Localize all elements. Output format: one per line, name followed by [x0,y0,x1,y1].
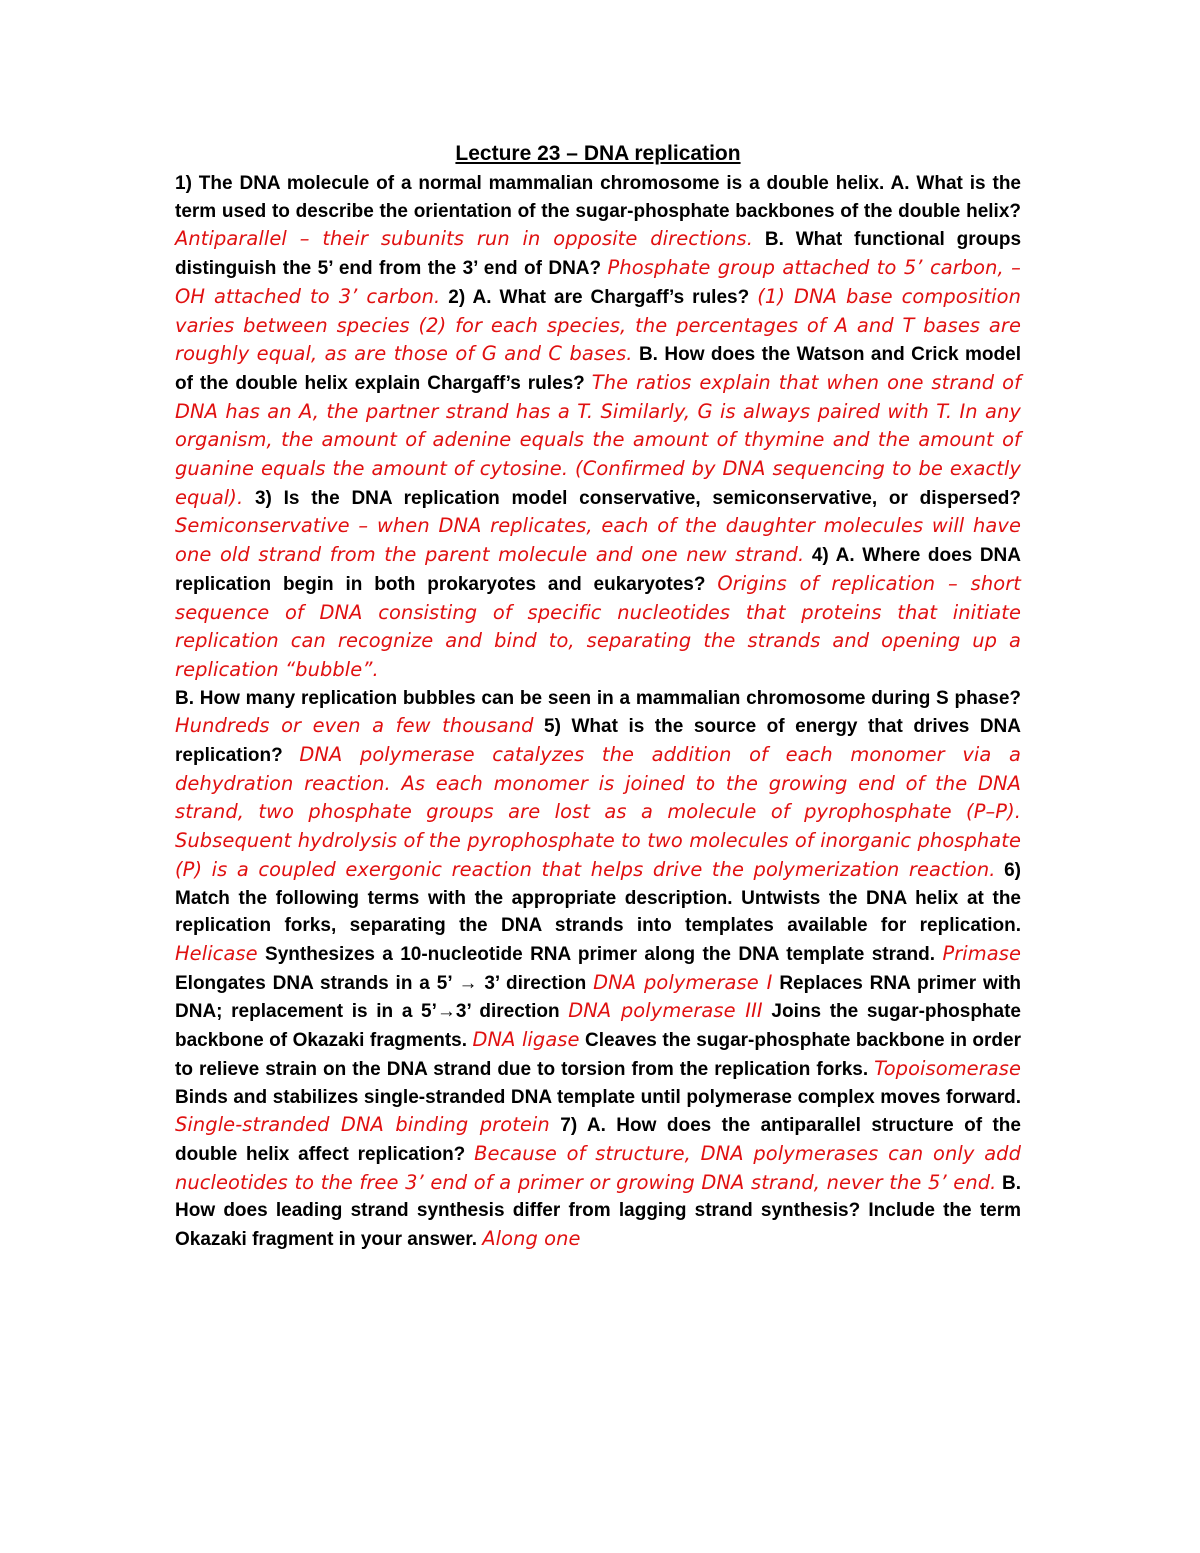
question-text: 2) A. What are Chargaff’s rules? [440,286,758,308]
document-page [175,140,1021,1254]
answer-text: DNA polymerase III [568,999,763,1023]
answer-text: Primase [942,941,1021,965]
answer-text: Origins of replication – short sequence of DNA consisting of specific nucleotides that proteins that initiate replication can recognize and bind to, separating the strands and opening up a replication “bubble”. [175,571,1021,681]
question-text: Cleaves the sugar-phosphate backbone in order to relieve strain on the DNA strand due to torsion from the replication forks. [175,1030,1021,1080]
answer-text: DNA polymerase catalyzes the addition of each monomer via a dehydration reaction. As each monomer is joined to the growing end of the DNA strand, two phosphate groups are lost as a molecule of pyrophosphate (P–P). Subsequent hydrolysis of the pyrophosphate to two molecules of inorganic phosphate (P) is a coupled exergonic reaction that helps drive the polymerization reaction. [175,743,1021,881]
answer-text: Phosphate group attached to 5’ carbon, –OH attached to 3’ carbon. [175,256,1021,308]
question-text: 4) A. Where does DNA replication begin in both prokaryotes and eukaryotes? [175,545,1021,595]
question-text: B. How many replication bubbles can be seen in a mammalian chromosome during S phase? [175,687,1021,709]
answer-text: (1) DNA base composition varies between species (2) for each species, the percentages of A and T bases are roughly equal, as are those of G and C bases. [175,284,1021,366]
question-text: 6) Match the following terms with the appropriate description. Untwists the DNA helix at the replication forks, separating the DNA strands into templates available for replication. [175,859,1021,937]
paragraph-1 [175,170,1021,685]
question-text: B. What functional groups distinguish the 5’ end from the 3’ end of DNA? [175,229,1022,280]
question-text: 1) The DNA molecule of a normal mammalian chromosome is a double helix. A. What is the term used to describe the orientation of the sugar-phosphate backbones of the double helix? [175,173,1021,222]
question-text: Replaces RNA primer with DNA; replacement is in a 5’→3’ direction [175,972,1021,1023]
question-text: Synthesizes a 10-nucleotide RNA primer along the DNA template strand. [257,943,943,965]
answer-text: Single-stranded DNA binding protein [175,1113,550,1137]
question-text: 5) What is the source of energy that drives DNA replication? [175,716,1021,767]
answer-text: DNA polymerase I [593,970,773,994]
question-text: 7) A. How does the antiparallel structure of the double helix affect replication? [175,1115,1021,1165]
answer-text: Helicase [175,941,258,965]
answer-text: DNA ligase [472,1028,580,1052]
question-text: Binds and stabilizes single-stranded DNA template until polymerase complex moves forward. [175,1086,1021,1108]
answer-text: Because of structure, DNA polymerases can only add nucleotides to the free 3’ end of a primer or growing DNA strand, never the 5’ end. [175,1141,1021,1194]
document-title: Lecture 23 – DNA replication [455,142,741,165]
question-text: B. How does the Watson and Crick model of the double helix explain Chargaff’s rules? [175,344,1021,394]
question-text: Joins the sugar-phosphate backbone of Okazaki fragments. [175,1001,1021,1052]
answer-text: Topoisomerase [874,1056,1021,1080]
answer-text: Semiconservative – when DNA replicates, each of the daughter molecules will have one old strand from the parent molecule and one new strand. [175,514,1021,567]
answer-text: Along one [482,1227,581,1251]
answer-text: Antiparallel – their subunits run in opposite directions. [175,227,754,251]
paragraph-2 [175,685,1021,1254]
answer-text: The ratios explain that when one strand of DNA has an A, the partner strand has a T. Similarly, G is always paired with T. In any organism, the amount of adenine equals the amount of thymine and the amount of guanine equals the amount of cytosine. (Confirmed by DNA sequencing to be exactly equal). [175,370,1022,509]
question-text: B. How does leading strand synthesis differ from lagging strand synthesis? Include the term Okazaki fragment in your answer. [175,1172,1021,1251]
question-text: Elongates DNA strands in a 5’ → 3’ direction [175,972,594,994]
question-text: 3) Is the DNA replication model conservative, semiconservative, or dispersed? [243,487,1021,509]
answer-text: Hundreds or even a few thousand [175,714,534,738]
